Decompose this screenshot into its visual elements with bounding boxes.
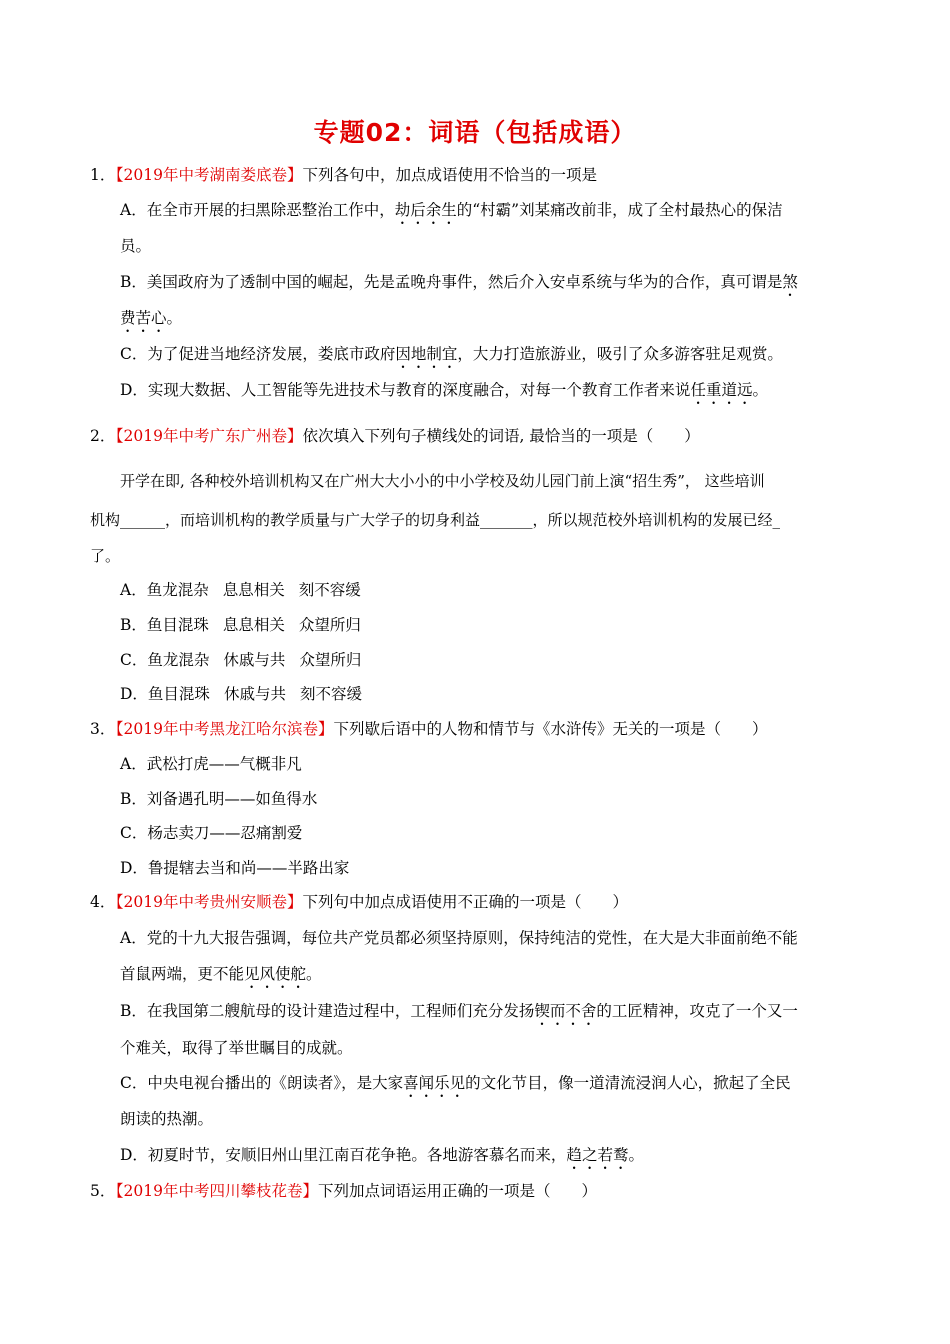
option-c-cont: 朗读的热潮。	[120, 1110, 214, 1128]
question-stem: 下列加点词语运用正确的一项是（ ）	[317, 1182, 597, 1200]
option-b: B．鱼目混珠 息息相关 众望所归	[120, 616, 361, 634]
option-b: B．美国政府为了透制中国的崛起，先是孟晚舟事件，然后介入安卓系统与华为的合作，真可谓是煞	[120, 273, 798, 291]
option-d: D．鱼目混珠 休戚与共 刻不容缓	[120, 685, 362, 703]
dotted-idiom: 费苦心	[120, 309, 167, 327]
question-source: 【2019年中考黑龙江哈尔滨卷】	[108, 720, 334, 738]
question-stem: 下列各句中，加点成语使用不恰当的一项是	[302, 166, 597, 184]
question-number: 3．	[90, 720, 116, 738]
option-d: D．鲁提辖去当和尚——半路出家	[120, 859, 350, 877]
question-source: 【2019年中考贵州安顺卷】	[108, 893, 303, 911]
dotted-idiom: 劫后余生	[394, 201, 457, 219]
option-d: D．实现大数据、人工智能等先进技术与教育的深度融合，对每一个教育工作者来说任重道远。	[120, 381, 768, 399]
question-number: 4．	[90, 893, 116, 911]
question-stem: 依次填入下列句子横线处的词语, 最恰当的一项是（ ）	[302, 427, 700, 445]
question-source: 【2019年中考广东广州卷】	[108, 427, 303, 445]
dotted-idiom: 因地制宜	[395, 345, 458, 363]
option-b: B．在我国第二艘航母的设计建造过程中，工程师们充分发扬锲而不舍的工匠精神，攻克了一个又一	[120, 1002, 798, 1020]
passage-line: 机构______，而培训机构的教学质量与广大学子的切身利益_______，所以规范校外培训机构的发展已经_	[90, 511, 781, 529]
option-c: C．鱼龙混杂 休戚与共 众望所归	[120, 651, 362, 669]
passage-line: 开学在即, 各种校外培训机构又在广州大大小小的中小学校及幼儿园门前上演“招生秀”， 这些培训	[120, 472, 765, 490]
option-a-cont: 首鼠两端，更不能见风使舵。	[120, 965, 322, 983]
question-number: 2．	[90, 427, 116, 445]
passage-line: 了。	[90, 547, 121, 565]
question-stem: 下列歇后语中的人物和情节与《水浒传》无关的一项是（ ）	[333, 720, 768, 738]
question-number: 5．	[90, 1182, 116, 1200]
option-d: D．初夏时节，安顺旧州山里江南百花争艳。各地游客慕名而来，趋之若鹜。	[120, 1146, 644, 1164]
dotted-idiom: 趋之若鹜	[566, 1146, 629, 1164]
option-b: B．刘备遇孔明——如鱼得水	[120, 790, 318, 808]
dotted-idiom: 煞	[782, 273, 798, 291]
dotted-idiom: 喜闻乐见	[403, 1074, 466, 1092]
option-b-cont: 费苦心。	[120, 309, 183, 327]
option-a: A．鱼龙混杂 息息相关 刻不容缓	[120, 581, 361, 599]
dotted-idiom: 见风使舵	[244, 965, 307, 983]
option-a: A．在全市开展的扫黑除恶整治工作中，劫后余生的“村霸”刘某痛改前非，成了全村最热心的保洁	[120, 201, 783, 219]
option-a: A．党的十九大报告强调，每位共产党员都必须坚持原则，保持纯洁的党性，在大是大非面前绝不能	[120, 929, 798, 947]
option-c: C．为了促进当地经济发展，娄底市政府因地制宜，大力打造旅游业，吸引了众多游客驻足观赏。	[120, 345, 783, 363]
page-title: 专题02：词语（包括成语）	[313, 118, 637, 147]
option-a-cont: 员。	[120, 237, 152, 255]
option-a: A．武松打虎——气概非凡	[120, 755, 302, 773]
option-c: C．中央电视台播出的《朗读者》，是大家喜闻乐见的文化节目，像一道清流浸润人心，掀起了全民	[120, 1074, 791, 1092]
question-number: 1．	[90, 166, 116, 184]
option-c: C．杨志卖刀——忍痛割爱	[120, 824, 303, 842]
dotted-idiom: 锲而不舍	[534, 1002, 597, 1020]
question-source: 【2019年中考湖南娄底卷】	[108, 166, 303, 184]
question-stem: 下列句中加点成语使用不正确的一项是（ ）	[302, 893, 628, 911]
option-b-cont: 个难关，取得了举世瞩目的成就。	[120, 1039, 353, 1057]
question-source: 【2019年中考四川攀枝花卷】	[108, 1182, 318, 1200]
dotted-idiom: 任重道远	[690, 381, 753, 399]
